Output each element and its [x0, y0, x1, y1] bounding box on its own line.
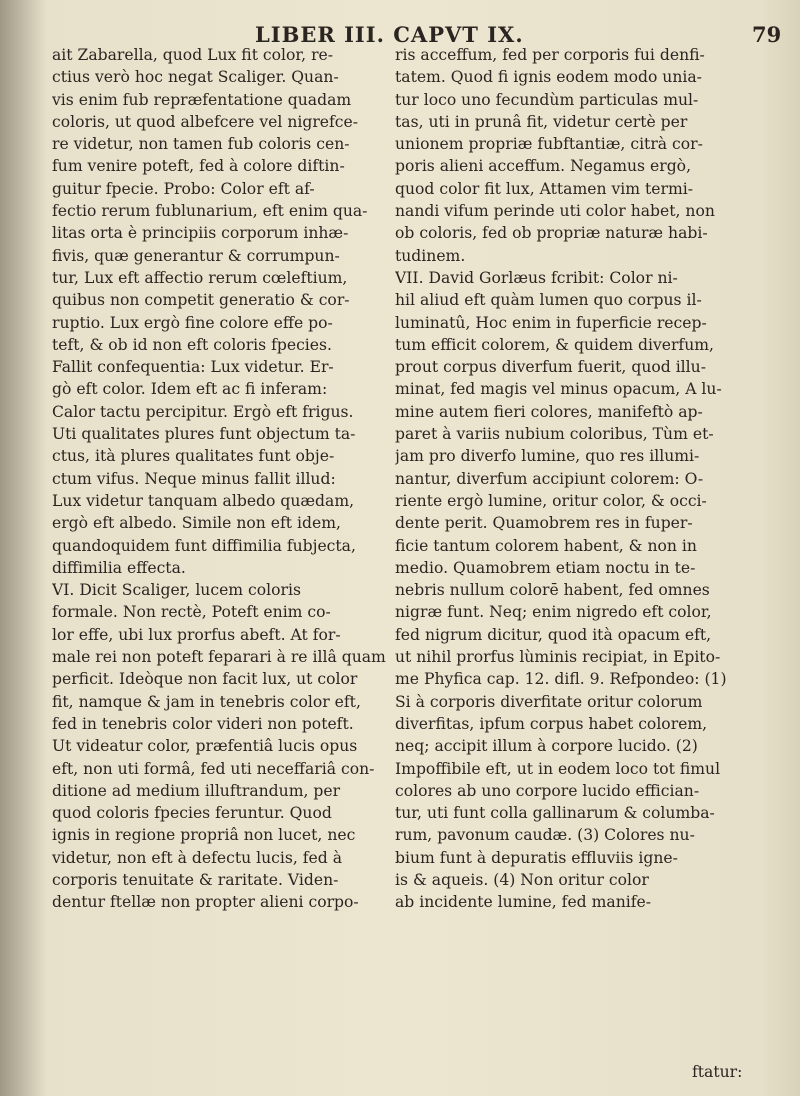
text-line: Ut videatur color, præfentiâ lucis opus [52, 737, 358, 756]
text-line: tatem. Quod fi ignis eodem modo unia- [395, 68, 702, 87]
text-line: ris acceffum, fed per corporis fui denfi- [395, 46, 705, 64]
text-line: nantur, diverfum accipiunt colorem: O- [395, 469, 704, 488]
text-line: dentur ftellæ non propter alieni corpo- [52, 893, 359, 912]
text-line: ditione ad medium illuftrandum, per [52, 781, 341, 800]
text-line: quibus non competit generatio & cor- [52, 291, 350, 310]
text-line: dente perit. Quamobrem res in fuper- [395, 514, 693, 533]
text-line: rum, pavonum caudæ. (3) Colores nu- [395, 826, 695, 845]
page-number: 79 [752, 22, 782, 47]
text-line: bium funt à depuratis effluviis igne- [395, 848, 678, 867]
text-line: hil aliud eft quàm lumen quo corpus il- [395, 291, 702, 310]
text-line: male rei non poteft feparari à re illâ quam [52, 648, 386, 667]
text-line: Fallit confequentia: Lux videtur. Er- [52, 358, 334, 377]
text-line: teft, & ob id non eft coloris fpecies. [52, 335, 332, 354]
text-line: tur, Lux eft affectio rerum cœleftium, [52, 268, 348, 287]
text-line: Calor tactu percipitur. Ergò eft frigus. [52, 402, 354, 421]
text-line: tas, uti in prunâ fit, videtur certè per [395, 112, 688, 131]
text-line: fectio rerum fublunarium, eft enim qua- [52, 202, 368, 221]
text-line: tur, uti funt colla gallinarum & columba- [395, 804, 715, 823]
left-column [52, 44, 397, 914]
text-line: me Phyfica cap. 12. difl. 9. Refpondeo: (1) [395, 670, 727, 689]
text-line: fivis, quæ generantur & corrumpun- [52, 246, 340, 265]
text-line: nandi vifum perinde uti color habet, non [395, 202, 715, 221]
text-line: ob coloris, fed ob propriæ naturæ habi- [395, 224, 708, 243]
text-line: Uti qualitates plures funt objectum ta- [52, 425, 356, 444]
text-line: VII. David Gorlæus fcribit: Color ni- [395, 268, 678, 287]
text-line: quandoquidem funt diffimilia fubjecta, [52, 536, 356, 555]
text-line: ignis in regione propriâ non lucet, nec [52, 826, 356, 845]
text-line: vis enim fub repræfentatione quadam [52, 90, 352, 109]
text-line: fit, namque & jam in tenebris color eft, [52, 692, 361, 711]
text-line: Impoffibile eft, ut in eodem loco tot fimul [395, 759, 721, 778]
text-line: poris alieni acceffum. Negamus ergò, [395, 157, 692, 176]
text-line: minat, fed magis vel minus opacum, A lu- [395, 380, 722, 399]
text-line: neq; accipit illum à corpore lucido. (2) [395, 737, 698, 756]
text-line: ab incidente lumine, fed manife- [395, 893, 652, 912]
text-line: luminatû, Hoc enim in fuperficie recep- [395, 313, 707, 332]
text-line: litas orta è principiis corporum inhæ- [52, 224, 349, 243]
text-line: paret à variis nubium coloribus, Tùm et- [395, 425, 714, 444]
gutter-shadow [0, 0, 48, 1096]
text-line: nigræ funt. Neq; enim nigredo eft color, [395, 603, 712, 622]
text-line: is & aqueis. (4) Non oritur color [395, 870, 649, 889]
text-line: ficie tantum colorem habent, & non in [395, 536, 697, 555]
catchword: ftatur: [692, 1063, 743, 1081]
text-line: corporis tenuitate & raritate. Viden- [52, 870, 339, 889]
text-line: mine autem fieri colores, manifeftò ap- [395, 402, 703, 421]
text-line: prout corpus diverfum fuerit, quod illu- [395, 358, 706, 377]
text-line: diverfitas, ipfum corpus habet colorem, [395, 714, 708, 733]
text-line: re videtur, non tamen fub coloris cen- [52, 135, 350, 154]
text-line: guitur fpecie. Probo: Color eft af- [52, 179, 315, 198]
text-line: nebris nullum colorē habent, fed omnes [395, 581, 710, 600]
text-line: ctus, ità plures qualitates funt obje- [52, 447, 335, 466]
text-line: VI. Dicit Scaliger, lucem coloris [52, 581, 301, 600]
text-line: jam pro diverfo lumine, quo res illumi- [395, 447, 700, 466]
text-line: tum efficit colorem, & quidem diverfum, [395, 335, 714, 354]
text-line: coloris, ut quod albefcere vel nigrefce- [52, 112, 359, 131]
text-line: videtur, non eft à defectu lucis, fed à [52, 848, 342, 867]
text-line: riente ergò lumine, oritur color, & occi- [395, 491, 707, 510]
text-line: formale. Non rectè, Poteft enim co- [52, 603, 331, 622]
text-line: Lux videtur tanquam albedo quædam, [52, 491, 355, 510]
text-line: tur loco uno fecundùm particulas mul- [395, 90, 699, 109]
text-line: ait Zabarella, quod Lux fit color, re- [52, 46, 334, 64]
text-line: medio. Quamobrem etiam noctu in te- [395, 558, 696, 577]
text-line: fed nigrum dicitur, quod ità opacum eft, [395, 625, 712, 644]
text-line: quod coloris fpecies feruntur. Quod [52, 804, 332, 823]
text-line: diffimilia effecta. [52, 558, 186, 577]
text-line: perficit. Ideòque non facit lux, ut color [52, 670, 358, 689]
text-line: tudinem. [395, 246, 466, 265]
text-line: ruptio. Lux ergò fine colore effe po- [52, 313, 333, 332]
text-line: fum venire poteft, fed à colore diftin- [52, 157, 345, 176]
text-line: Si à corporis diverfitate oritur colorum [395, 692, 703, 711]
text-line: ergò eft albedo. Simile non eft idem, [52, 514, 341, 533]
text-line: fed in tenebris color videri non poteft. [52, 714, 354, 733]
text-line: lor effe, ubi lux prorfus abeft. At for- [52, 625, 341, 644]
text-line: ut nihil prorfus lùminis recipiat, in Epito- [395, 648, 721, 667]
text-line: ctum vifus. Neque minus fallit illud: [52, 469, 336, 488]
text-line: colores ab uno corpore lucido effician- [395, 781, 700, 800]
right-column [395, 44, 790, 914]
text-line: eft, non uti formâ, fed uti neceffariâ con- [52, 759, 375, 778]
text-line: quod color fit lux, Attamen vim termi- [395, 179, 693, 198]
text-line: unionem propriæ fubftantiæ, citrà cor- [395, 135, 703, 154]
text-line: ctius verò hoc negat Scaliger. Quan- [52, 68, 339, 87]
text-line: gò eft color. Idem eft ac fi inferam: [52, 380, 328, 399]
running-head: LIBER III. CAPVT IX. [255, 22, 524, 47]
